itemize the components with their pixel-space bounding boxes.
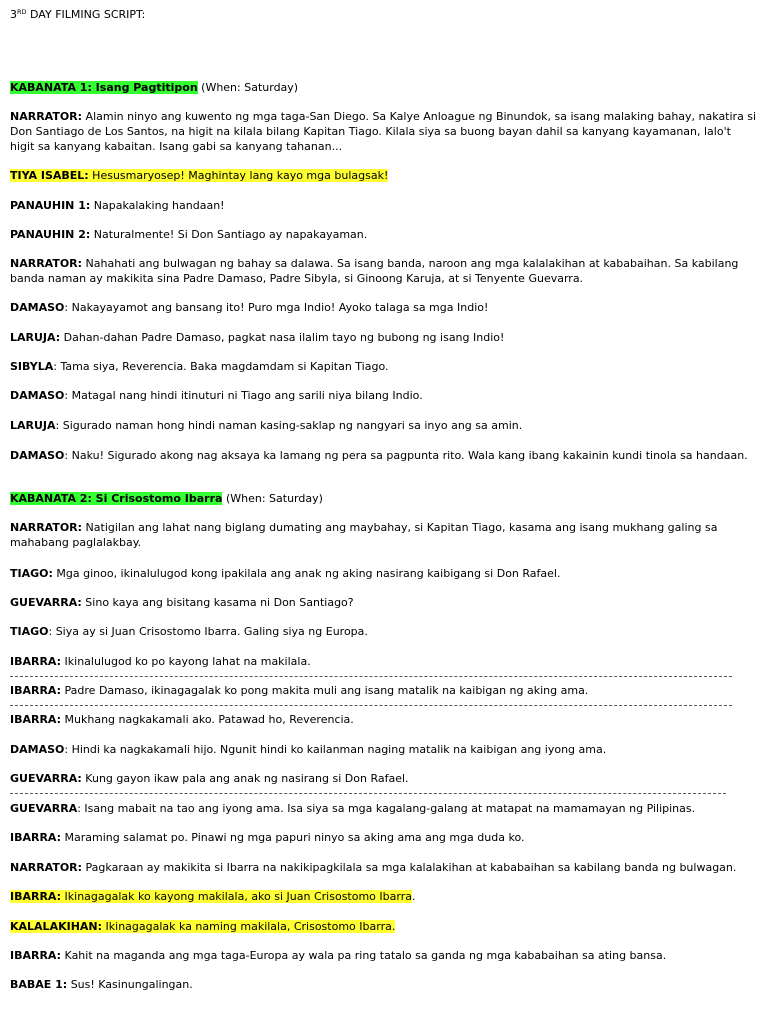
- script-line: [10, 801, 758, 816]
- script-line: [10, 771, 758, 786]
- speaker-label: NARRATOR:: [10, 861, 83, 874]
- speaker-label: LARUJA:: [10, 331, 61, 344]
- script-line: [10, 683, 758, 698]
- script-line: [10, 919, 758, 934]
- script-line: [10, 595, 758, 610]
- script-line: [10, 359, 758, 374]
- dialogue-text: Alamin ninyo ang kuwento ng mga taga-San Diego. Sa Kalye Anloague ng Binundok, sa isang malaking bahay, nakatira si Don Santiago de Los Santos, na higit na kilala bilang Kapitan Tiago. Kilala siya sa buong bayan dahil sa kanyang kayamanan, lalo't higit sa kanyang kabaitan. Isang gabi sa kanyang tahanan...: [10, 110, 757, 153]
- speaker-label: DAMASO: [10, 449, 65, 462]
- dialogue-text: Ikinalulugod ko po kayong lahat na makilala.: [61, 655, 311, 668]
- dialogue-text: Nahahati ang bulwagan ng bahay sa dalawa. Sa isang banda, naroon ang mga kalalakihan at kababaihan. Sa kabilang banda naman ay makikita sina Padre Damaso, Padre Sibyla, si Ginoong Karuja, at si Tenyente Guevarra.: [10, 257, 739, 285]
- dialogue-text: Ikinagagalak ka naming makilala, Crisostomo Ibarra.: [102, 920, 396, 933]
- dialogue-text: : Isang mabait na tao ang iyong ama. Isa siya sa mga kagalang-galang at matapat na mamamayan ng Pilipinas.: [77, 802, 696, 815]
- speaker-label: TIAGO:: [10, 567, 53, 580]
- speaker-label: NARRATOR:: [10, 110, 83, 123]
- speaker-label: DAMASO: [10, 743, 65, 756]
- script-line: [10, 860, 758, 875]
- script-line: [10, 977, 758, 992]
- dialogue-text: Kahit na maganda ang mga taga-Europa ay wala pa ring tatalo sa ganda ng mga kababaihan sa ating bansa.: [61, 949, 667, 962]
- dialogue-text: : Nakayayamot ang bansang ito! Puro mga Indio! Ayoko talaga sa mga Indio!: [64, 301, 489, 314]
- speaker-label: LARUJA: [10, 419, 56, 432]
- dashed-divider: [10, 705, 732, 706]
- script-line: [10, 889, 758, 904]
- script-line: [10, 109, 758, 154]
- speaker-label: PANAUHIN 2:: [10, 228, 91, 241]
- dialogue-text: : Hindi ka nagkakamali hijo. Ngunit hindi ko kailanman naging matalik na kaibigan ang iyong ama.: [64, 743, 607, 756]
- speaker-label: NARRATOR:: [10, 257, 83, 270]
- script-line: [10, 654, 758, 669]
- chapter-heading: [10, 491, 758, 506]
- speaker-label: PANAUHIN 1:: [10, 199, 91, 212]
- script-line: [10, 948, 758, 963]
- script-line: [10, 330, 758, 345]
- script-line: [10, 418, 758, 433]
- script-line: [10, 448, 758, 463]
- dialogue-text: Hesusmaryosep! Maghintay lang kayo mga bulagsak!: [88, 169, 389, 182]
- script-line: [10, 198, 758, 213]
- heading-text: DAY FILMING SCRIPT:: [26, 8, 146, 21]
- speaker-label: KALALAKIHAN:: [10, 920, 103, 933]
- script-line: [10, 388, 758, 403]
- dashed-divider: [10, 676, 732, 677]
- speaker-label: IBARRA:: [10, 949, 62, 962]
- speaker-label: TIAGO: [10, 625, 49, 638]
- dialogue-tail: .: [411, 890, 416, 903]
- script-line: [10, 830, 758, 845]
- dialogue-text: Sus! Kasinungalingan.: [67, 978, 193, 991]
- speaker-label: NARRATOR:: [10, 521, 83, 534]
- script-line: [10, 227, 758, 242]
- speaker-label: BABAE 1:: [10, 978, 68, 991]
- speaker-label: DAMASO: [10, 301, 65, 314]
- dialogue-text: Dahan-dahan Padre Damaso, pagkat nasa ilalim tayo ng bubong ng isang Indio!: [60, 331, 505, 344]
- dialogue-text: Naturalmente! Si Don Santiago ay napakayaman.: [90, 228, 368, 241]
- dashed-divider: [10, 793, 726, 794]
- speaker-label: GUEVARRA: [10, 802, 78, 815]
- script-line: [10, 300, 758, 315]
- dialogue-text: : Naku! Sigurado akong nag aksaya ka lamang ng pera sa pagpunta rito. Wala kang ibang kakainin kundi tinola sa handaan.: [64, 449, 748, 462]
- dialogue-text: : Tama siya, Reverencia. Baka magdamdam si Kapitan Tiago.: [53, 360, 389, 373]
- speaker-label: KABANATA 1: Isang Pagtitipon: [10, 81, 198, 94]
- dialogue-text: (When: Saturday): [197, 81, 299, 94]
- chapter-heading: [10, 80, 758, 95]
- script-line: [10, 256, 758, 286]
- dialogue-text: Padre Damaso, ikinagagalak ko pong makita muli ang isang matalik na kaibigan ng aking ama.: [61, 684, 589, 697]
- script-line: [10, 566, 758, 581]
- document-heading: [10, 8, 145, 21]
- dialogue-text: : Siya ay si Juan Crisostomo Ibarra. Galing siya ng Europa.: [48, 625, 368, 638]
- dialogue-text: (When: Saturday): [222, 492, 323, 505]
- speaker-label: IBARRA:: [10, 684, 62, 697]
- speaker-label: GUEVARRA:: [10, 596, 82, 609]
- dialogue-text: Pagkaraan ay makikita si Ibarra na nakikipagkilala sa mga kalalakihan at kababaihan sa kabilang banda ng bulwagan.: [82, 861, 737, 874]
- speaker-label: DAMASO: [10, 389, 65, 402]
- script-line: [10, 520, 758, 550]
- dialogue-text: Maraming salamat po. Pinawi ng mga papuri ninyo sa aking ama ang mga duda ko.: [61, 831, 525, 844]
- heading-ordinal: 3: [10, 8, 17, 21]
- speaker-label: GUEVARRA:: [10, 772, 82, 785]
- dialogue-text: Mukhang nagkakamali ako. Patawad ho, Reverencia.: [61, 713, 354, 726]
- speaker-label: IBARRA:: [10, 831, 62, 844]
- dialogue-text: Natigilan ang lahat nang biglang dumating ang maybahay, si Kapitan Tiago, kasama ang isang mukhang galing sa mahabang paglalakbay.: [10, 521, 718, 549]
- speaker-label: IBARRA:: [10, 655, 62, 668]
- speaker-label: TIYA ISABEL:: [10, 169, 89, 182]
- script-line: [10, 712, 758, 727]
- speaker-label: IBARRA:: [10, 713, 62, 726]
- dialogue-text: : Matagal nang hindi itinuturi ni Tiago ang sarili niya bilang Indio.: [64, 389, 423, 402]
- dialogue-text: Sino kaya ang bisitang kasama ni Don Santiago?: [81, 596, 354, 609]
- script-line: [10, 624, 758, 639]
- dialogue-text: Mga ginoo, ikinalulugod kong ipakilala ang anak ng aking nasirang kaibigang si Don Rafael.: [52, 567, 561, 580]
- dialogue-text: : Sigurado naman hong hindi naman kasing-saklap ng nangyari sa inyo ang sa amin.: [55, 419, 523, 432]
- dialogue-text: Ikinagagalak ko kayong makilala, ako si Juan Crisostomo Ibarra: [61, 890, 412, 903]
- dialogue-text: Kung gayon ikaw pala ang anak ng nasirang si Don Rafael.: [81, 772, 409, 785]
- script-line: [10, 168, 758, 183]
- script-line: [10, 742, 758, 757]
- speaker-label: SIBYLA: [10, 360, 54, 373]
- speaker-label: KABANATA 2: Si Crisostomo Ibarra: [10, 492, 223, 505]
- speaker-label: IBARRA:: [10, 890, 62, 903]
- dialogue-text: Napakalaking handaan!: [90, 199, 225, 212]
- heading-ordinal-suffix: RD: [17, 8, 27, 16]
